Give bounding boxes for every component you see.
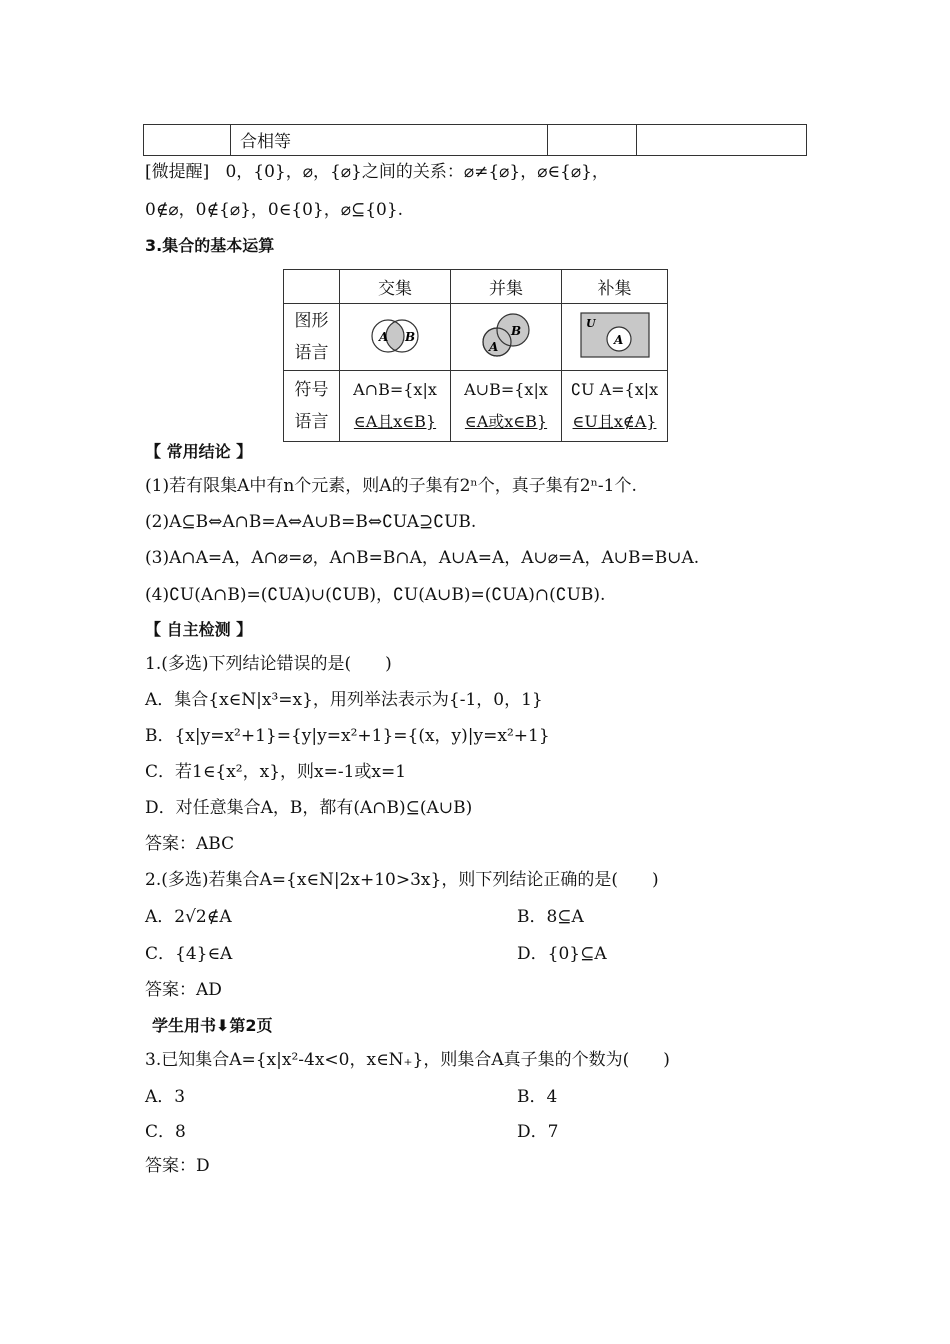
venn-label-u: U bbox=[585, 316, 596, 330]
q3-answer: 答案：D bbox=[145, 1156, 210, 1176]
q3-option-b: B．4 bbox=[517, 1087, 558, 1107]
row-label-symbol: 符号 语言 bbox=[284, 371, 340, 442]
self-check-title: 【 自主检测 】 bbox=[145, 620, 253, 639]
q3-option-d: D．7 bbox=[517, 1122, 559, 1142]
q2-stem: 2.(多选)若集合A={x∈N|2x+10>3x}，则下列结论正确的是( ) bbox=[145, 870, 659, 890]
header-intersection: 交集 bbox=[340, 270, 451, 304]
set-operations-table bbox=[283, 269, 668, 442]
section-title: 3.集合的基本运算 bbox=[145, 236, 275, 255]
conclusion-3: (3)A∩A=A，A∩⌀=⌀，A∩B=B∩A，A∪A=A，A∪⌀=A，A∪B=B∪A. bbox=[145, 548, 700, 568]
q1-option-c: C．若1∈{x²，x}，则x=-1或x=1 bbox=[145, 762, 407, 782]
venn-complement bbox=[562, 304, 668, 371]
svg-text:A: A bbox=[489, 339, 499, 354]
q2-option-d: D．{0}⊆A bbox=[517, 944, 607, 964]
q1-answer: 答案：ABC bbox=[145, 834, 235, 854]
header-complement: 补集 bbox=[562, 270, 668, 304]
q2-option-c: C．{4}∈A bbox=[145, 944, 233, 964]
q1-option-a: A．集合{x∈N|x³=x}，用列举法表示为{-1，0，1} bbox=[145, 690, 543, 710]
venn-label-b: B bbox=[405, 329, 416, 344]
venn-label-a: A bbox=[379, 329, 389, 344]
page-reference: 学生用书⬇第2页 bbox=[152, 1016, 273, 1035]
header-union: 并集 bbox=[451, 270, 562, 304]
q1-stem: 1.(多选)下列结论错误的是( ) bbox=[145, 654, 392, 674]
svg-text:A: A bbox=[613, 332, 623, 347]
q2-option-b: B．8⊆A bbox=[517, 907, 584, 927]
tip-text-1: 0，{0}，⌀，{⌀}之间的关系：⌀≠{⌀}，⌀∈{⌀}， bbox=[225, 162, 609, 182]
tip-line-1 bbox=[145, 160, 609, 184]
svg-text:B: B bbox=[511, 323, 522, 338]
q3-option-c: C．8 bbox=[145, 1122, 186, 1142]
conclusion-4: (4)∁U(A∩B)=(∁UA)∪(∁UB)，∁U(A∪B)=(∁UA)∩(∁UB). bbox=[145, 585, 606, 605]
conclusion-2: (2)A⊆B⇔A∩B=A⇔A∪B=B⇔∁UA⊇∁UB. bbox=[145, 512, 477, 532]
q1-option-b: B．{x|y=x²+1}={y|y=x²+1}={(x，y)|y=x²+1} bbox=[145, 726, 550, 746]
row-label-graphic: 图形 语言 bbox=[284, 304, 340, 371]
q1-option-d: D．对任意集合A，B，都有(A∩B)⊆(A∪B) bbox=[145, 798, 473, 818]
q2-answer: 答案：AD bbox=[145, 980, 222, 1000]
tip-label: [微提醒] bbox=[145, 162, 210, 182]
q2-option-a: A．2√2∉A bbox=[145, 907, 232, 927]
tip-text-2: 0∉⌀，0∉{⌀}，0∈{0}，⌀⊆{0}. bbox=[145, 200, 404, 220]
symbol-intersection: A∩B={x|x ∈A且x∈B} bbox=[340, 371, 451, 442]
q3-stem: 3.已知集合A={x|x²-4x<0，x∈N₊}，则集合A真子集的个数为( ) bbox=[145, 1050, 670, 1070]
venn-intersection bbox=[340, 304, 451, 371]
q3-option-a: A．3 bbox=[145, 1087, 186, 1107]
common-conclusions-title: 【 常用结论 】 bbox=[145, 442, 253, 461]
top-table-cell: 合相等 bbox=[240, 132, 291, 152]
symbol-union: A∪B={x|x ∈A或x∈B} bbox=[451, 371, 562, 442]
conclusion-1: (1)若有限集A中有n个元素，则A的子集有2ⁿ个，真子集有2ⁿ-1个. bbox=[145, 476, 637, 496]
venn-union bbox=[451, 304, 562, 371]
symbol-complement: ∁U A={x|x ∈U且x∉A} bbox=[562, 371, 668, 442]
top-table-row bbox=[143, 124, 807, 156]
